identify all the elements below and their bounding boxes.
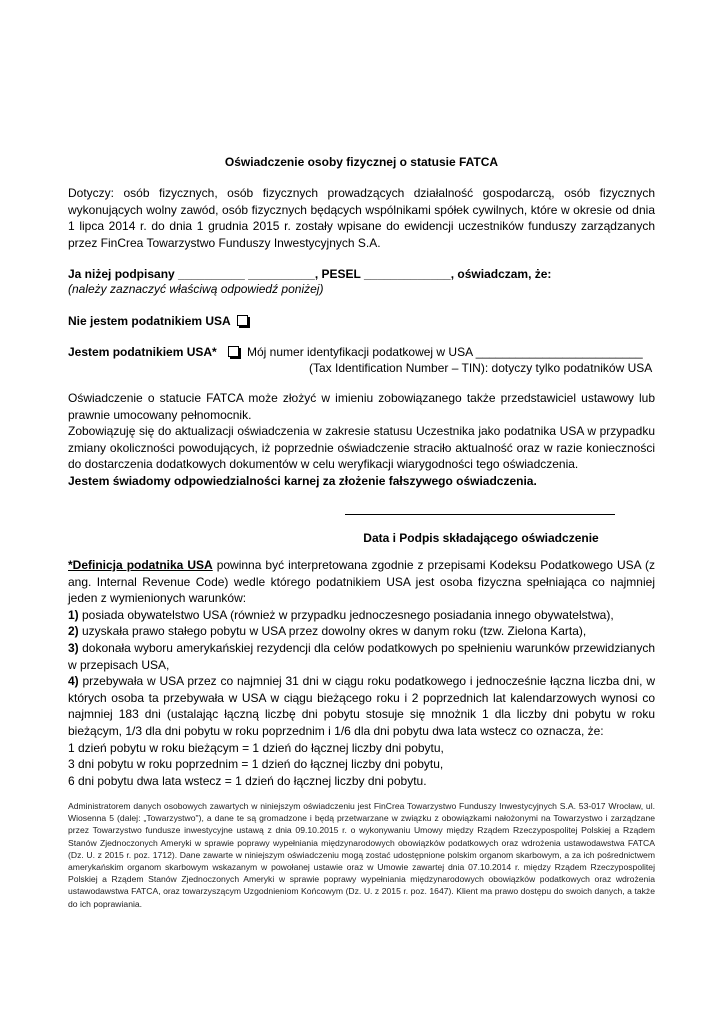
option-not-usa[interactable]	[68, 314, 655, 328]
scope-paragraph: Dotyczy: osób fizycznych, osób fizycznych prowadzących działalność gospodarczą, osób fizycznych wykonujących wolny zawód, osób fizycznych będących wspólnikami spółek cywilnych, które w okresie od dnia 1 lipca 2014 r. do dnia 1 grudnia 2015 r. zostały wpisane do ewidencji uczestników funduszy zarządzanych przez FinCrea Towarzystwo Funduszy Inwestycyjnych S.A.	[68, 186, 655, 250]
statement-liability: Jestem świadomy odpowiedzialności karnej za złożenie fałszywego oświadczenia.	[68, 473, 537, 488]
definition-item: 4) przebywała w USA przez co najmniej 31 dni w ciągu roku podatkowego i jednocześnie łączna liczba dni, w których osoba ta przebywała w USA w ciągu bieżącego roku i 2 poprzednich lat kalendarzowych wynosi co najmniej 183 dni (ustalając łączną liczbę dni pobytu stosuje się mnożnik 1 dla liczby dni pobytu w roku bieżącym, 1/3 dla dni pobytu w roku poprzednim i 1/6 dla dni pobytu dwa lata wstecz co oznacza, że:	[68, 674, 655, 738]
declaration-text: Ja niżej podpisany __________ __________, PESEL _____________, oświadczam, że:	[68, 267, 552, 281]
definition-intro: powinna być interpretowana zgodnie z przepisami Kodeksu Podatkowego USA (z ang. Internal Revenue Code) wedle którego podatnikiem USA jest osoba fizyczna spełniająca co najmniej jeden z wymienionych warunków:	[68, 558, 655, 606]
signature-label: Data i Podpis składającego oświadczenie	[363, 531, 599, 545]
usa-taxpayer-definition	[68, 557, 655, 789]
page-title: Oświadczenie osoby fizycznej o statusie FATCA	[224, 155, 499, 169]
not-usa-checkbox[interactable]	[237, 315, 248, 326]
option-not-usa-label: Nie jestem podatnikiem USA	[68, 314, 231, 328]
definition-item: 3) dokonała wyboru amerykańskiej rezydencji dla celów podatkowych po spełnieniu warunków przewidzianych w przepisach USA,	[68, 640, 655, 672]
definition-rule: 3 dni pobytu w roku poprzednim = 1 dzień do łącznej liczby dni pobytu,	[68, 757, 444, 772]
definition-item: 2) uzyskała prawo stałego pobytu w USA przez dowolny okres w danym roku (tzw. Zielona Karta),	[68, 624, 587, 639]
option-usa-label: Jestem podatnikiem USA*	[68, 345, 217, 359]
statement-representative: Oświadczenie o statucie FATCA może złożyć w imieniu zobowiązanego także przedstawiciel ustawowy lub prawnie umocowany pełnomocnik.	[68, 391, 655, 422]
tin-note: (Tax Identification Number – TIN): dotyczy tylko podatników USA	[309, 361, 653, 375]
definition-rule: 1 dzień pobytu w roku bieżącym = 1 dzień do łącznej liczby dni pobytu,	[68, 740, 444, 755]
statement-update-obligation: Zobowiązuję się do aktualizacji oświadczenia w zakresie statusu Uczestnika jako podatnika USA w przypadku zmiany okoliczności powodujących, iż poprzednie oświadczenie straciło aktualność oraz w razie konieczności do dostarczenia dodatkowych dokumentów w celu weryfikacji wiarygodności tego oświadczenia.	[68, 424, 655, 472]
data-protection-note: Administratorem danych osobowych zawartych w niniejszym oświadczeniu jest FinCrea Towarzystwo Funduszy Inwestycyjnych S.A. 53-017 Wrocław, ul. Wiosenna 5 (dalej: „Towarzystwo"), a dane te są gromadzone i będą przetwarzane w związku z obowiązkami nałożonymi na Towarzystwo i zarządzane przez Towarzystwo fundusze inwestycyjne ustawą z dnia 09.10.2015 r. o wykonywaniu Umowy między Rządem Rzeczypospolitej Polskiej a Rządem Stanów Zjednoczonych Ameryki w sprawie poprawy wypełniania międzynarodowych obowiązków podatkowych oraz wdrożenia ustawodawstwa FATCA (Dz. U. z 2015 r. poz. 1712). Dane zawarte w niniejszym oświadczeniu mogą zostać udostępnione polskim organom skarbowym, a za ich pośrednictwem amerykańskim organom skarbowym wskazanym w powołanej ustawie oraz w Umowie zawartej dnia 07.10.2014 r. między Rządem Rzeczypospolitej Polskiej a Rządem Stanów Zjednoczonych Ameryki w sprawie poprawy wypełniania międzynarodowych obowiązków podatkowych oraz wdrożenia ustawodawstwa FATCA, oraz towarzyszącym Uzgodnieniom Końcowym (Dz. U. z 2015 r. poz. 1647). Klient ma prawo dostępu do swoich danych, a także do ich poprawiania.	[68, 801, 655, 909]
declaration-line	[68, 266, 655, 283]
definition-heading: *Definicja podatnika USA	[68, 558, 213, 572]
usa-checkbox[interactable]	[228, 346, 239, 357]
tin-line[interactable]: Mój numer identyfikacji podatkowej w USA _________________________	[247, 345, 643, 359]
option-usa[interactable]	[68, 345, 655, 359]
definition-rule: 6 dni pobytu dwa lata wstecz = 1 dzień do łącznej liczby dni pobytu.	[68, 773, 427, 788]
statements	[68, 390, 655, 490]
signature-line[interactable]	[345, 514, 615, 515]
declaration-hint: (należy zaznaczyć właściwą odpowiedź poniżej)	[68, 282, 324, 296]
definition-item: 1) posiada obywatelstwo USA (również w przypadku jednoczesnego posiadania innego obywatelstwa),	[68, 607, 614, 622]
